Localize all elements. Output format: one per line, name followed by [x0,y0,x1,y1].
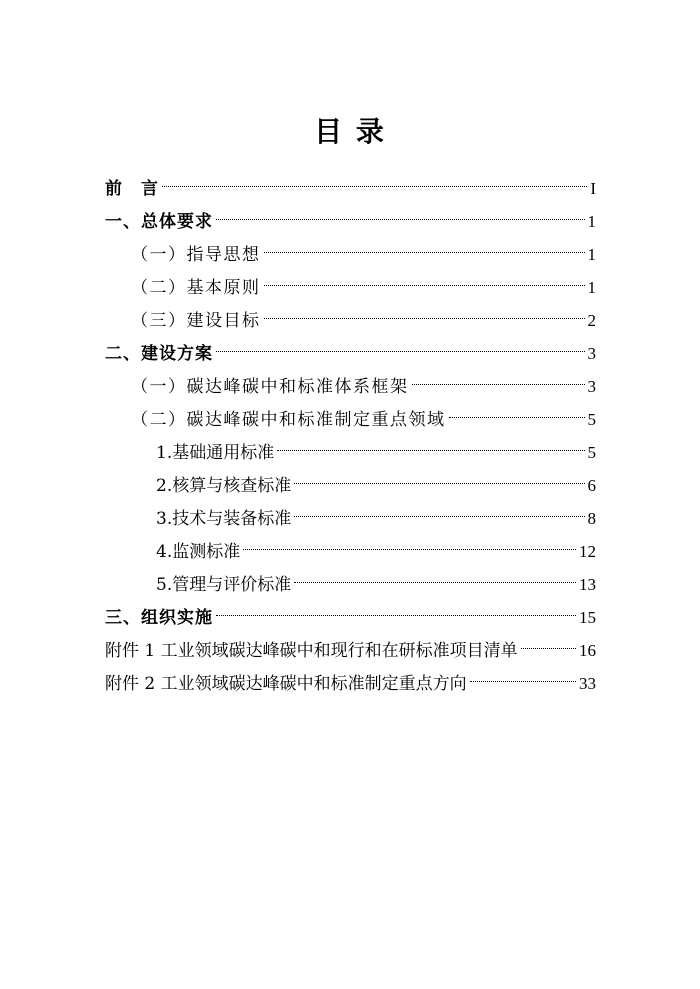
toc-entry-subsection-5[interactable] [105,568,596,601]
toc-entry-label: 一、总体要求 [105,212,213,232]
toc-entry-label: 3.技术与装备标准 [156,509,292,529]
toc-entry-page: 16 [579,641,596,660]
toc-entry-page: 1 [587,278,596,297]
dot-leader [216,219,585,220]
toc-entry-page: 6 [587,476,596,495]
toc-entry-page: I [590,179,596,198]
toc-entry-label: 三、组织实施 [105,608,213,628]
table-of-contents [105,172,596,700]
toc-entry-subsection-1[interactable] [105,436,596,469]
toc-entry-label: 5.管理与评价标准 [156,575,292,595]
dot-leader [294,582,576,583]
page-title: 目 录 [314,115,386,148]
dot-leader [264,318,585,319]
dot-leader [294,483,584,484]
dot-leader [412,384,585,385]
dot-leader [216,615,576,616]
dot-leader [277,450,584,451]
dot-leader [216,351,585,352]
dot-leader [521,648,576,649]
toc-entry-section-2-1[interactable] [105,370,596,403]
dot-leader [294,516,584,517]
toc-entry-page: 3 [587,344,596,363]
toc-entry-label: 前 言 [105,179,159,199]
toc-entry-attachment-1[interactable] [105,634,596,667]
toc-entry-page: 12 [579,542,596,561]
toc-entry-page: 3 [587,377,596,396]
toc-entry-section-3[interactable] [105,601,596,634]
dot-leader [243,549,576,550]
toc-entry-label: （一）碳达峰碳中和标准体系框架 [131,377,409,397]
toc-entry-page: 1 [587,212,596,231]
dot-leader [470,681,576,682]
toc-entry-subsection-4[interactable] [105,535,596,568]
dot-leader [264,285,585,286]
dot-leader [449,417,585,418]
toc-entry-label: （三）建设目标 [131,311,261,331]
dot-leader [264,252,585,253]
toc-entry-label: 1.基础通用标准 [156,443,275,463]
toc-entry-label: （二）碳达峰碳中和标准制定重点领域 [131,410,446,430]
toc-entry-subsection-3[interactable] [105,502,596,535]
dot-leader [162,186,587,187]
toc-entry-page: 8 [587,509,596,528]
toc-entry-page: 33 [579,674,596,693]
toc-entry-section-1-1[interactable] [105,238,596,271]
toc-entry-page: 5 [587,443,596,462]
toc-entry-page: 1 [587,245,596,264]
toc-entry-section-1-3[interactable] [105,304,596,337]
toc-entry-section-1[interactable] [105,205,596,238]
toc-entry-label: （二）基本原则 [131,278,261,298]
toc-entry-label: （一）指导思想 [131,245,261,265]
toc-entry-label: 4.监测标准 [156,542,241,562]
toc-entry-label: 二、建设方案 [105,344,213,364]
toc-entry-section-2[interactable] [105,337,596,370]
toc-entry-page: 13 [579,575,596,594]
toc-entry-preface[interactable] [105,172,596,205]
toc-entry-page: 15 [579,608,596,627]
toc-entry-subsection-2[interactable] [105,469,596,502]
toc-entry-label: 附件 2 工业领域碳达峰碳中和标准制定重点方向 [105,674,467,694]
toc-entry-page: 2 [587,311,596,330]
toc-entry-section-2-2[interactable] [105,403,596,436]
toc-entry-page: 5 [587,410,596,429]
toc-entry-section-1-2[interactable] [105,271,596,304]
toc-entry-attachment-2[interactable] [105,667,596,700]
toc-entry-label: 2.核算与核查标准 [156,476,292,496]
toc-entry-label: 附件 1 工业领域碳达峰碳中和现行和在研标准项目清单 [105,641,518,661]
